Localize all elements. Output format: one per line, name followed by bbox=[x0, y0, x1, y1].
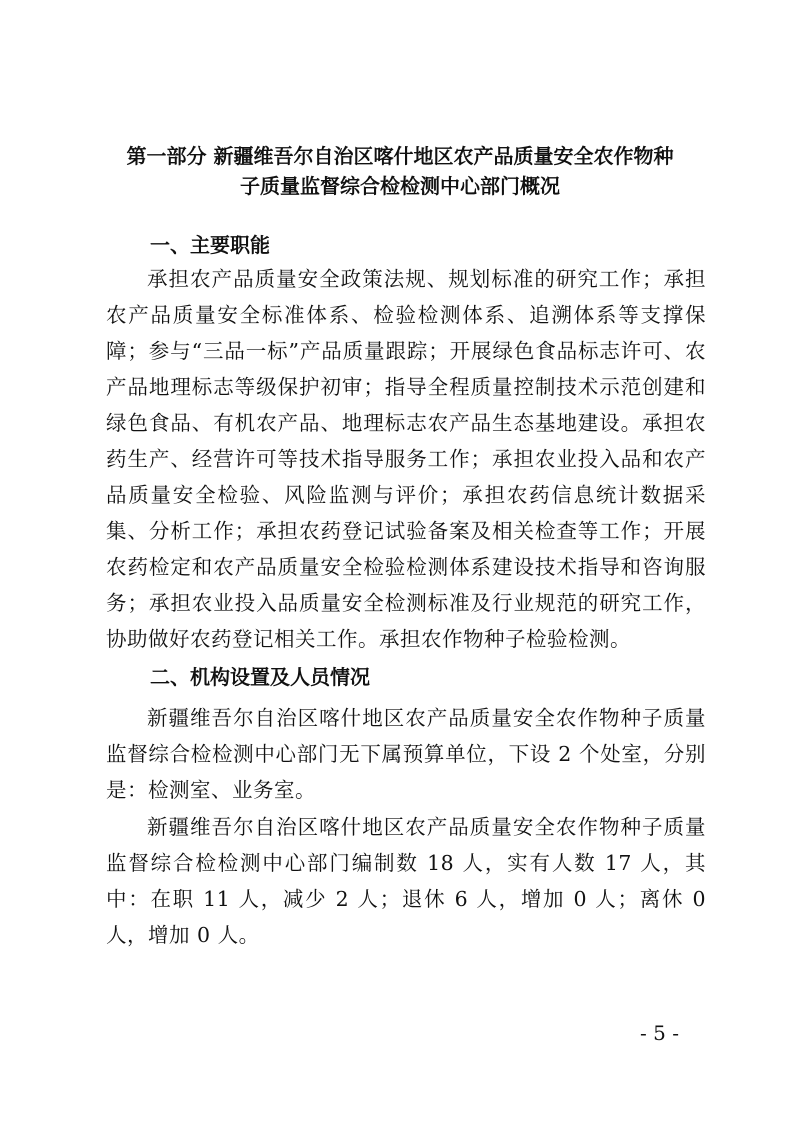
section-heading-main-functions: 一、主要职能 bbox=[150, 233, 270, 257]
paragraph-organization-structure: 新疆维吾尔自治区喀什地区农产品质量安全农作物种子质量监督综合检检测中心部门无下属预算单位，下设 2 个处室，分别是：检测室、业务室。 bbox=[106, 706, 706, 802]
paragraph-staffing: 新疆维吾尔自治区喀什地区农产品质量安全农作物种子质量监督综合检检测中心部门编制数 18 人，实有人数 17 人，其中：在职 11 人，减少 2 人；退休 6 人，增加 0 人；离休 0 人，增加 0 人。 bbox=[106, 815, 706, 947]
section-heading-organization: 二、机构设置及人员情况 bbox=[150, 665, 370, 689]
page-title-line-1: 第一部分 新疆维吾尔自治区喀什地区农产品质量安全农作物种 bbox=[126, 144, 674, 168]
page-number: - 5 - bbox=[640, 1021, 679, 1045]
paragraph-main-functions: 承担农产品质量安全政策法规、规划标准的研究工作；承担农产品质量安全标准体系、检验检测体系、追溯体系等支撑保障；参与“三品一标”产品质量跟踪；开展绿色食品标志许可、农产品地理标志等级保护初审；指导全程质量控制技术示范创建和绿色食品、有机农产品、地理标志农产品生态基地建设。承担农药生产、经营许可等技术指导服务工作；承担农业投入品和农产品质量安全检验、风险监测与评价；承担农药信息统计数据采集、分析工作；承担农药登记试验备案及相关检查等工作；开展农药检定和农产品质量安全检验检测体系建设技术指导和咨询服务；承担农业投入品质量安全检测标准及行业规范的研究工作，协助做好农药登记相关工作。承担农作物种子检验检测。 bbox=[106, 267, 706, 651]
page-title-line-2: 子质量监督综合检检测中心部门概况 bbox=[240, 174, 560, 198]
